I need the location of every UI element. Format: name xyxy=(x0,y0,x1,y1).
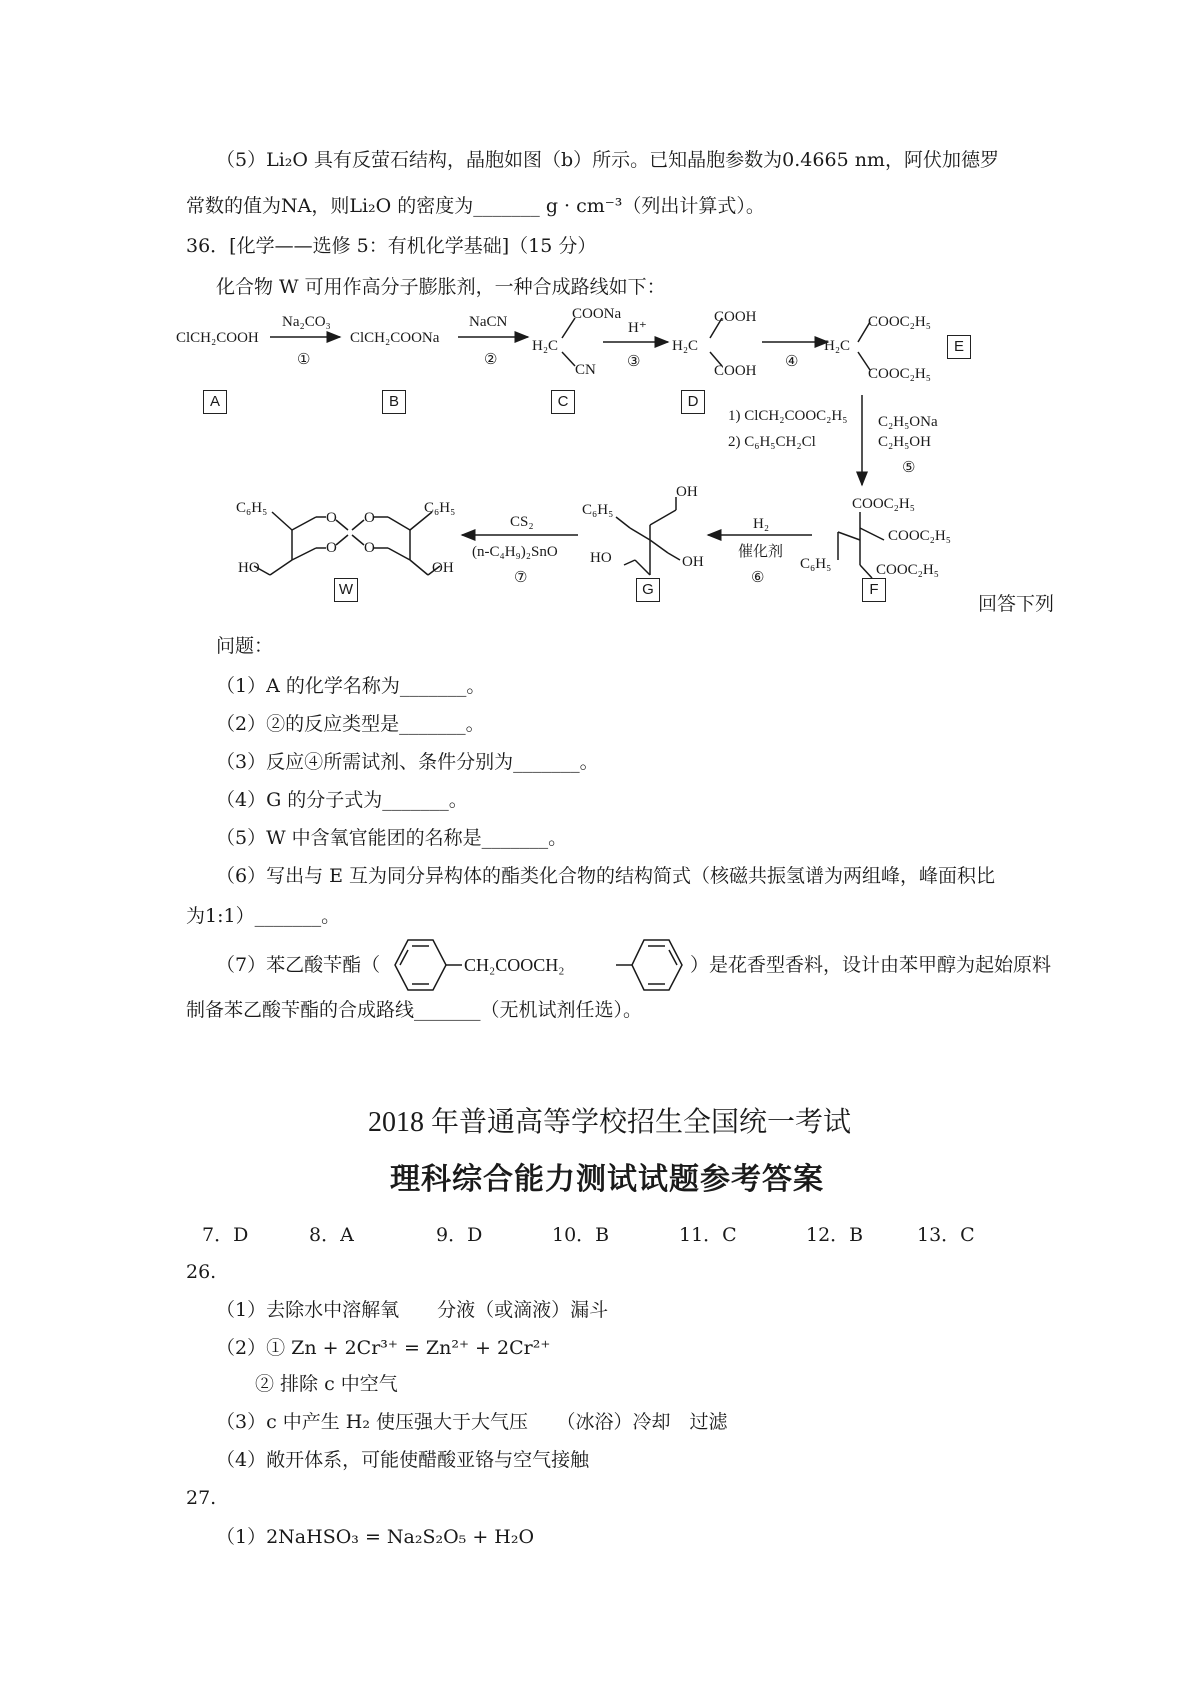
compound-g-oh3: OH xyxy=(682,554,704,570)
mc-answer-11: 11．C xyxy=(679,1224,737,1246)
step-5: ⑤ xyxy=(902,460,916,476)
compound-f-ph: C₆H₅ xyxy=(800,556,832,572)
compound-c-mid: H₂C xyxy=(532,338,559,354)
questions-head: 问题： xyxy=(216,635,274,657)
reagent-5d: C₂H₅OH xyxy=(878,434,931,450)
reagent-7b: (n-C₄H₉)₂SnO xyxy=(472,544,558,560)
label-f: F xyxy=(862,578,886,602)
q35-5-line1: （5）Li₂O 具有反萤石结构，晶胞如图（b）所示。已知晶胞参数为0.4665 nm，阿伏加德罗 xyxy=(216,149,999,171)
q36-intro: 化合物 W 可用作高分子膨胀剂，一种合成路线如下： xyxy=(216,276,666,298)
label-c: C xyxy=(551,390,575,414)
mc-answer-10: 10．B xyxy=(552,1224,610,1246)
compound-w-o2: O xyxy=(364,510,375,526)
scheme-tail-text: 回答下列 xyxy=(978,593,1055,615)
compound-g-oh1: OH xyxy=(676,484,698,500)
compound-w-ho: HO xyxy=(238,560,260,576)
answer-27-1: （1）2NaHSO₃ = Na₂S₂O₅ + H₂O xyxy=(216,1526,535,1548)
compound-c-bot: CN xyxy=(575,362,596,378)
mc-answer-8: 8．A xyxy=(309,1224,354,1246)
compound-d-bot: COOH xyxy=(714,363,757,379)
compound-e-mid: H₂C xyxy=(824,338,851,354)
step-7: ⑦ xyxy=(514,570,528,586)
mc-answer-12: 12．B xyxy=(806,1224,864,1246)
answer-27-number: 27. xyxy=(186,1487,217,1509)
mc-answer-9: 9．D xyxy=(436,1224,483,1246)
label-e: E xyxy=(947,335,971,359)
q36-6-line2: 为1:1）_______。 xyxy=(186,905,341,927)
q36-7-line1-a: （7）苯乙酸苄酯（ xyxy=(216,954,381,976)
compound-d-mid: H₂C xyxy=(672,338,699,354)
label-b: B xyxy=(382,390,406,414)
step-6: ⑥ xyxy=(751,570,765,586)
compound-b-formula: ClCH₂COONa xyxy=(350,330,440,346)
compound-d-top: COOH xyxy=(714,309,757,325)
reagent-1: Na₂CO₃ xyxy=(282,314,331,330)
q36-4: （4）G 的分子式为_______。 xyxy=(216,789,468,811)
answer-26-number: 26. xyxy=(186,1261,217,1283)
answer-26-2a: （2）① Zn + 2Cr³⁺ = Zn²⁺ + 2Cr²⁺ xyxy=(216,1337,551,1359)
compound-g-ph: C₆H₅ xyxy=(582,502,614,518)
q36-header: 36．[化学——选修 5：有机化学基础]（15 分） xyxy=(186,235,597,257)
compound-w-o1: O xyxy=(326,510,337,526)
answers-title1: 2018 年普通高等学校招生全国统一考试 xyxy=(368,1107,852,1138)
benzyl-phenylacetate-structure xyxy=(378,932,708,1002)
benzene-ring-icon xyxy=(632,940,682,990)
compound-f-mid: COOC₂H₅ xyxy=(888,528,951,544)
q36-7-line2: 制备苯乙酸苄酯的合成路线_______（无机试剂任选）。 xyxy=(186,999,643,1021)
synthesis-scheme xyxy=(0,0,1200,620)
q36-6-line1: （6）写出与 E 互为同分异构体的酯类化合物的结构简式（核磁共振氢谱为两组峰，峰面积比 xyxy=(216,865,996,887)
compound-w-o4: O xyxy=(364,540,375,556)
compound-g-oh2: HO xyxy=(590,550,612,566)
compound-a-formula: ClCH₂COOH xyxy=(176,330,259,346)
compound-f-bot: COOC₂H₅ xyxy=(876,562,939,578)
q35-5-line2: 常数的值为NA，则Li₂O 的密度为_______ g · cm⁻³（列出计算式）。 xyxy=(186,195,765,217)
label-d: D xyxy=(681,390,705,414)
q36-2: （2）②的反应类型是_______。 xyxy=(216,713,485,735)
answer-26-1: （1）去除水中溶解氧 分液（或滴液）漏斗 xyxy=(216,1299,609,1321)
q7-chain-text: CH₂COOCH₂ xyxy=(464,955,565,975)
mc-answer-7: 7．D xyxy=(202,1224,249,1246)
label-a: A xyxy=(203,390,227,414)
reagent-5a: 1) ClCH₂COOC₂H₅ xyxy=(728,408,848,424)
reagent-5c: C₂H₅ONa xyxy=(878,414,938,430)
q36-1: （1）A 的化学名称为_______。 xyxy=(216,675,486,697)
step-1: ① xyxy=(297,352,311,368)
answer-26-4: （4）敞开体系，可能使醋酸亚铬与空气接触 xyxy=(216,1449,590,1471)
compound-e-top: COOC₂H₅ xyxy=(868,314,931,330)
reagent-7a: CS₂ xyxy=(510,514,534,530)
compound-w-ph1: C₆H₅ xyxy=(236,500,268,516)
label-g: G xyxy=(636,578,660,602)
answer-26-2b: ② 排除 c 中空气 xyxy=(255,1373,398,1395)
answer-26-3: （3）c 中产生 H₂ 使压强大于大气压 （冰浴）冷却 过滤 xyxy=(216,1411,728,1433)
step-2: ② xyxy=(484,352,498,368)
compound-w-ph2: C₆H₅ xyxy=(424,500,456,516)
reagent-6a: H₂ xyxy=(753,516,770,532)
step-3: ③ xyxy=(627,354,641,370)
reagent-2: NaCN xyxy=(469,314,508,330)
compound-e-bot: COOC₂H₅ xyxy=(868,366,931,382)
q36-5: （5）W 中含氧官能团的名称是_______。 xyxy=(216,827,568,849)
reagent-5b: 2) C₆H₅CH₂Cl xyxy=(728,434,816,450)
mc-answer-13: 13．C xyxy=(917,1224,975,1246)
benzene-ring-icon xyxy=(395,940,446,990)
step-4: ④ xyxy=(785,354,799,370)
compound-w-oh: OH xyxy=(432,560,454,576)
reagent-3: H⁺ xyxy=(628,320,647,336)
compound-c-top: COONa xyxy=(572,306,622,322)
q36-3: （3）反应④所需试剂、条件分别为_______。 xyxy=(216,751,599,773)
compound-f-top: COOC₂H₅ xyxy=(852,496,915,512)
q36-7-line1-b: ）是花香型香料，设计由苯甲醇为起始原料 xyxy=(690,954,1052,976)
label-w: W xyxy=(334,578,358,602)
answers-title2: 理科综合能力测试试题参考答案 xyxy=(390,1162,824,1197)
reagent-6b: 催化剂 xyxy=(738,544,784,560)
compound-w-o3: O xyxy=(326,540,337,556)
